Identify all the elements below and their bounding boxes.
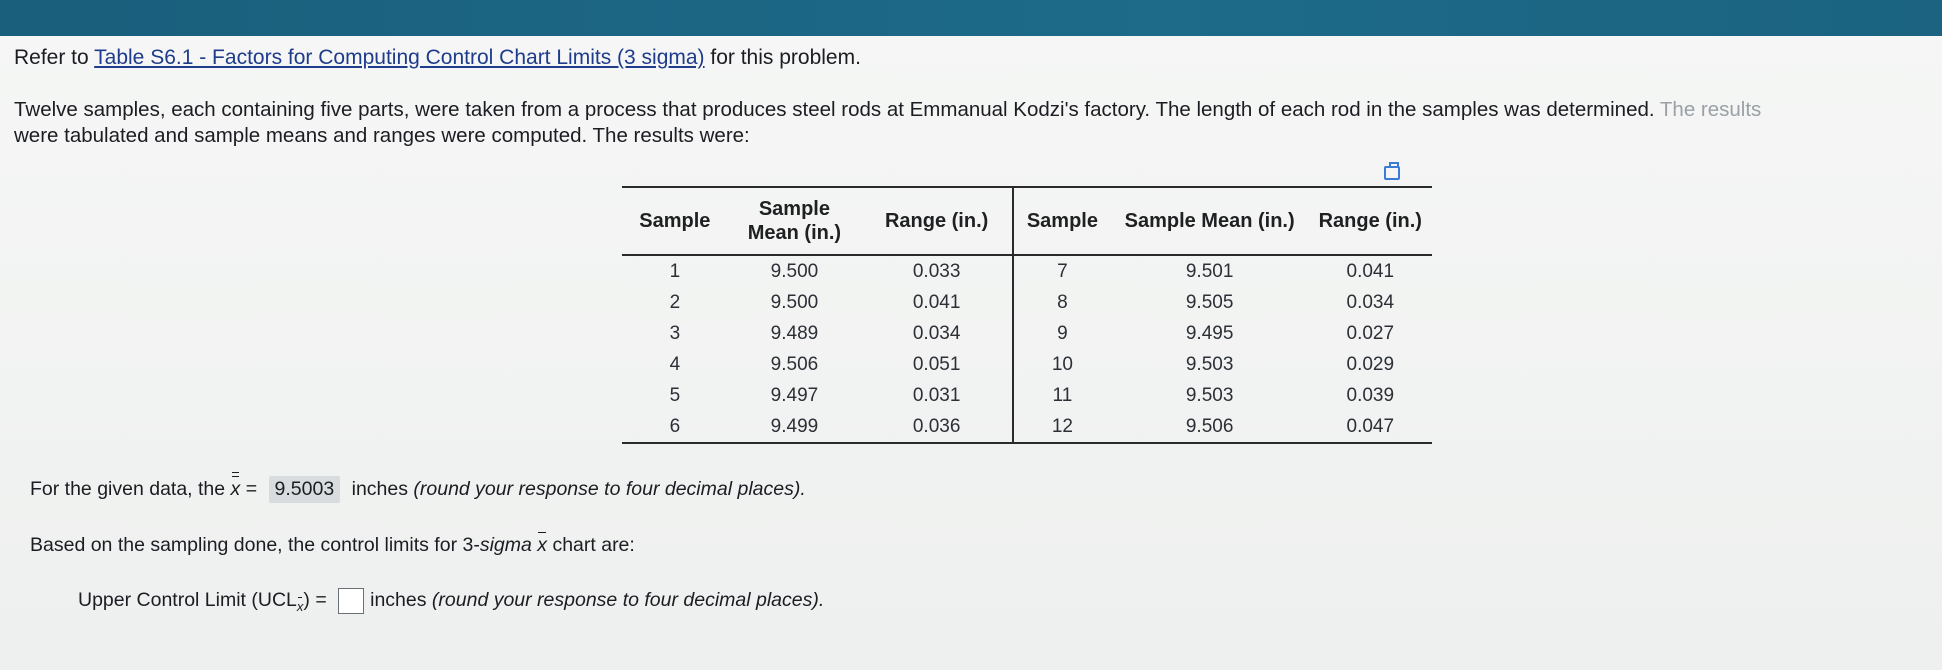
cell: 0.029 — [1346, 353, 1395, 375]
header-sample-1: Sample — [622, 187, 728, 255]
cell: 9.499 — [728, 411, 861, 443]
cell: 0.036 — [861, 411, 1013, 443]
cell: 10 — [1051, 353, 1073, 375]
ucl-label: Upper Control Limit (UCL — [78, 589, 297, 612]
limits-intro-prefix: Based on the sampling done, the control limits for 3- — [30, 534, 480, 556]
ucl-line — [78, 588, 824, 614]
problem-line1: Twelve samples, each containing five parts, were taken from a process that produces steel rods at Emmanual Kodzi's factory. The length of each rod in the samples was determined. — [14, 98, 1660, 121]
table-reference-link[interactable]: Table S6.1 - Factors for Computing Control Chart Limits (3 sigma) — [94, 46, 705, 69]
cell: 9.495 — [1185, 322, 1234, 344]
cell: 0.034 — [861, 318, 1013, 349]
table-row — [622, 255, 1432, 287]
problem-text-line1 — [14, 98, 1761, 122]
cell: 1 — [669, 260, 681, 282]
cell: 9.506 — [770, 353, 819, 375]
cell: 9 — [1057, 322, 1068, 344]
copy-table-icon[interactable] — [1384, 166, 1400, 180]
data-table — [622, 186, 1432, 444]
cell: 0.051 — [861, 349, 1013, 380]
cell: 0.047 — [1309, 411, 1432, 443]
cell: 6 — [622, 411, 728, 443]
cell: 4 — [669, 353, 681, 375]
xbarbar-symbol: x — [230, 478, 241, 500]
limits-intro-sigma: sigma — [479, 534, 532, 556]
cell: 9.497 — [770, 384, 819, 406]
cell: 0.034 — [1346, 291, 1395, 313]
header-range-2: Range (in.) — [1309, 187, 1432, 255]
cell: 9.500 — [770, 291, 819, 313]
cell: 8 — [1057, 291, 1068, 313]
table-header-row — [622, 187, 1432, 255]
cell: 9.501 — [1185, 260, 1234, 282]
ucl-hint: (round your response to four decimal places). — [431, 589, 825, 612]
cell: 5 — [669, 384, 681, 406]
table-row — [622, 349, 1432, 380]
cell: 7 — [1057, 260, 1068, 282]
header-range-1: Range (in.) — [861, 187, 1013, 255]
intro-prefix: Refer to — [14, 46, 95, 69]
top-bar — [0, 0, 1942, 36]
ucl-subscript: x — [296, 599, 304, 615]
header-mean-2: Sample Mean (in.) — [1111, 187, 1309, 255]
cell: 0.027 — [1346, 322, 1395, 344]
cell: 9.503 — [1185, 384, 1234, 406]
cell: 0.031 — [861, 380, 1013, 411]
table-row — [622, 380, 1432, 411]
ucl-input[interactable] — [338, 588, 364, 614]
cell: 12 — [1013, 411, 1111, 443]
cell: 2 — [669, 291, 681, 313]
cell: 0.041 — [1346, 260, 1395, 282]
cell: 0.033 — [861, 255, 1013, 287]
xbarbar-unit: inches — [346, 478, 414, 500]
cell: 11 — [1052, 384, 1073, 406]
cell: 9.506 — [1111, 411, 1309, 443]
xbarbar-equals: = — [240, 478, 263, 500]
xbarbar-line — [30, 476, 806, 503]
table-row — [622, 318, 1432, 349]
intro-suffix: for this problem. — [704, 46, 861, 69]
table-row — [622, 287, 1432, 318]
limits-intro-suffix: chart are: — [547, 534, 635, 556]
ucl-unit: inches — [370, 589, 432, 612]
xbarbar-answer[interactable]: 9.5003 — [269, 476, 341, 503]
limits-intro-line — [30, 534, 635, 557]
xbar-symbol: x — [537, 534, 548, 556]
problem-line1-faded: The results — [1659, 98, 1762, 121]
xbarbar-hint: (round your response to four decimal places). — [413, 478, 806, 500]
problem-text-line2: were tabulated and sample means and ranges were computed. The results were: — [14, 124, 750, 147]
cell: 0.039 — [1346, 384, 1395, 406]
cell: 9.489 — [770, 322, 819, 344]
cell: 9.505 — [1185, 291, 1234, 313]
cell: 3 — [669, 322, 681, 344]
cell: 9.500 — [770, 260, 819, 282]
ucl-close: ) = — [303, 589, 333, 612]
header-mean-1: Sample Mean (in.) — [728, 187, 861, 255]
table-row — [622, 411, 1432, 443]
cell: 0.041 — [861, 287, 1013, 318]
cell: 9.503 — [1185, 353, 1234, 375]
header-sample-2: Sample — [1013, 187, 1111, 255]
intro-line — [14, 46, 861, 70]
xbarbar-prefix: For the given data, the — [30, 478, 231, 500]
